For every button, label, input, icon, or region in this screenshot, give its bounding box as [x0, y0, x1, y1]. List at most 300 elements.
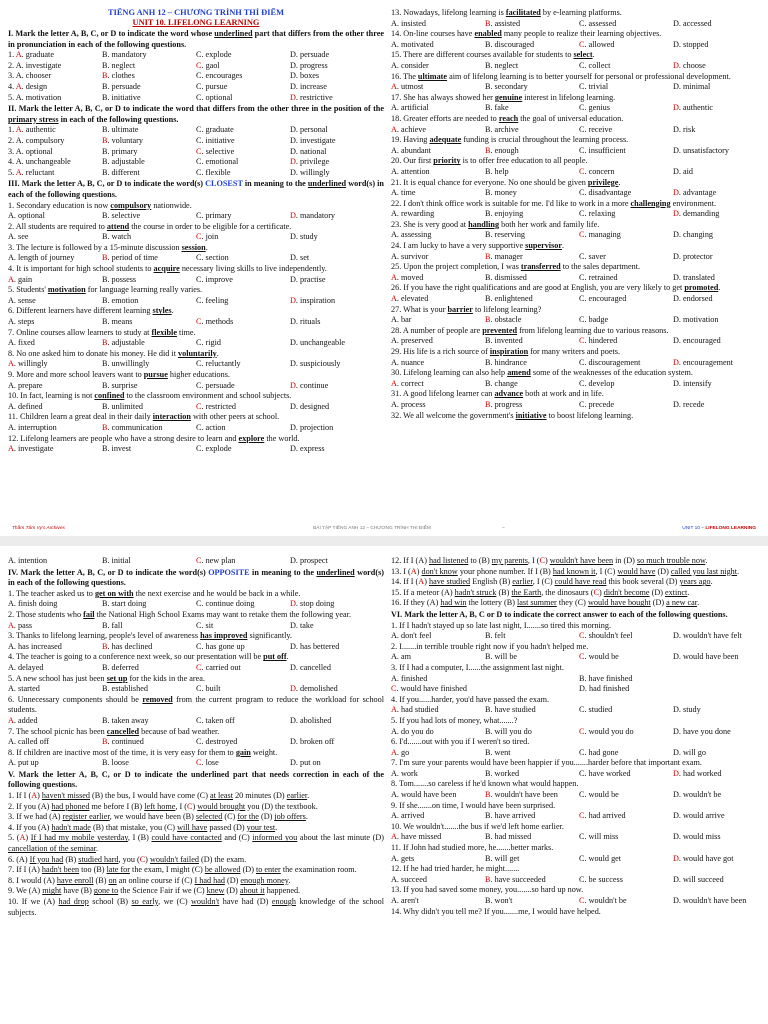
answer-key-letter: C — [579, 336, 585, 346]
section-instruction: IV. Mark the letter A, B, C, or D to indicate the word(s) OPPOSITE in meaning to the underlined word(s) in each of the following questions. — [8, 567, 384, 588]
answer-option: D. cancelled — [290, 662, 331, 672]
question-text: 7. The school picnic has been cancelled because of bad weather. — [8, 726, 220, 736]
answer-option: C. would you do — [579, 726, 634, 736]
answer-option: A. have missed — [391, 832, 442, 842]
answer-option: 3. A. chooser — [8, 71, 52, 81]
answer-key-letter: D — [290, 684, 296, 694]
answer-option: D. has bettered — [290, 641, 340, 651]
answer-options — [391, 61, 767, 72]
answer-option: C. selective — [196, 146, 235, 156]
answer-option: D. have you done — [673, 726, 731, 736]
answer-option: A. put up — [8, 758, 39, 768]
answer-key-letter: A — [8, 274, 14, 284]
answer-option: B. hindrance — [485, 357, 527, 367]
answer-option: D. wouldn't be — [673, 790, 722, 800]
answer-key-letter: B — [102, 253, 108, 263]
answer-option: A. willingly — [8, 359, 48, 369]
answer-option: C. hindered — [579, 336, 618, 346]
question-text: 6. (A) If you had (B) studied hard, you (C) wouldn't failed (D) the exam. — [8, 854, 247, 864]
answer-option: D. choose — [673, 60, 706, 70]
answer-option: B. will be — [485, 652, 518, 662]
answer-option: D. persuade — [290, 50, 330, 60]
answer-option: B. will you do — [485, 726, 532, 736]
answer-option: B. mandatory — [102, 50, 147, 60]
question-text: 21. It is equal chance for everyone. No one should be given privilege. — [391, 177, 621, 187]
answer-key-letter: A — [8, 620, 14, 630]
question-text: 15. If a meteor (A) hadn't struck (B) the Earth, the dinosaurs (C) didn't become (D) extinct. — [391, 587, 690, 597]
answer-option: B. felt — [485, 631, 506, 641]
answer-option: C. gaol — [196, 60, 220, 70]
answer-option: D. will succeed — [673, 874, 724, 884]
answer-option — [673, 674, 767, 685]
question-text: 14. On-line courses have enabled many people to realize their learning objectives. — [391, 29, 662, 39]
question-text: 8. If children are inactive most of the time, it is very easy for them to gain weight. — [8, 747, 278, 757]
answer-option: D. personal — [290, 125, 328, 135]
answer-option: B. enough — [485, 145, 519, 155]
answer-key-letter: A — [391, 832, 397, 842]
question-text: 24. I am lucky to have a very supportive supervisor. — [391, 241, 565, 251]
answer-option: A. process — [391, 399, 426, 409]
question-text: 4. If you......harder, you'd have passed the exam. — [391, 694, 550, 704]
answer-options — [8, 556, 384, 567]
answer-option: C. reluctantly — [196, 359, 241, 369]
answer-options — [8, 663, 384, 674]
answer-option: C. explode — [196, 50, 232, 60]
question-text: 6. I'd.......out with you if I weren't so tired. — [391, 737, 530, 747]
answer-option: C. trivial — [579, 82, 609, 92]
answer-option: D. demolished — [290, 684, 338, 694]
answer-options — [391, 146, 767, 157]
answer-options — [391, 705, 767, 716]
answer-option: D. protector — [673, 251, 713, 261]
answer-option: B. reserving — [485, 230, 526, 240]
answer-option: A. optional — [8, 211, 45, 221]
answer-option: D. recede — [673, 399, 705, 409]
page2-left-column — [8, 556, 384, 918]
answer-option: B. emotion — [102, 295, 139, 305]
question-text: 8. No one asked him to donate his money. He did it voluntarily. — [8, 348, 219, 358]
answer-key-letter: C — [579, 652, 585, 662]
answer-option: C. persuade — [196, 380, 235, 390]
answer-option: D. broken off — [290, 737, 335, 747]
question-text: 1. If I (A) haven't missed (B) the bus, I would have come (C) at least 20 minutes (D) earlier. — [8, 791, 310, 801]
answer-options — [391, 684, 767, 695]
question-text: 14. Why didn't you tell me? If you.......me, I would have helped. — [391, 906, 601, 916]
answer-option: D. had finished — [579, 684, 630, 694]
answer-option: B. discouraged — [485, 39, 535, 49]
question-text: 11. If John had studied more, he.......better marks. — [391, 843, 554, 853]
answer-option: D. inspiration — [290, 295, 336, 305]
answer-options — [391, 209, 767, 220]
answer-key-letter: A — [8, 359, 14, 369]
answer-option: B. progress — [485, 399, 523, 409]
question-text: 23. She is very good at handling both her work and family life. — [391, 219, 600, 229]
answer-option: 5. A. reluctant — [8, 167, 55, 177]
answer-key-letter: A — [15, 50, 22, 60]
answer-option: D. had worked — [673, 768, 722, 778]
footer-dash: – — [502, 525, 505, 531]
answer-option: A. rewarding — [391, 209, 435, 219]
answer-option: B. possess — [102, 274, 137, 284]
answer-option: B. secondary — [485, 82, 528, 92]
answer-key-letter: A — [391, 82, 397, 92]
answer-options — [391, 875, 767, 886]
question-text: 16. If they (A) had win the lottery (B) last summer they (C) would have bought (D) a new car. — [391, 598, 700, 608]
answer-option: D. national — [290, 146, 327, 156]
answer-option: B. deferred — [102, 662, 139, 672]
answer-option: D. study — [290, 232, 318, 242]
question-text: 26. If you have the right qualifications and are good at English, you are very likely to get promoted. — [391, 283, 721, 293]
answer-key-letter: B — [485, 251, 491, 261]
answer-option: B. different — [102, 167, 140, 177]
answer-option: A. correct — [391, 378, 424, 388]
answer-option: 4. A. design — [8, 81, 48, 91]
footer-author: Thầm Tâm Vy's Archives — [12, 525, 65, 531]
answer-option: D. wouldn't have felt — [673, 631, 742, 641]
answer-option: C. new plan — [196, 556, 236, 565]
answer-option: C. lose — [196, 758, 219, 768]
question-text: 19. Having adequate funding is crucial throughout the learning process. — [391, 135, 629, 145]
answer-key-letter: D — [290, 211, 296, 221]
answer-options — [391, 336, 767, 347]
question-text: 5. Students' motivation for language learning really varies. — [8, 285, 203, 295]
answer-option: D. will go — [673, 747, 706, 757]
answer-option: C. carried out — [196, 662, 241, 672]
answer-key-letter: C — [579, 726, 585, 736]
answer-option: A. started — [8, 684, 40, 694]
answer-option: A. motivated — [391, 39, 434, 49]
answer-options — [8, 642, 384, 653]
answer-options — [8, 716, 384, 727]
answer-key-letter: B — [485, 790, 491, 800]
answer-options — [8, 136, 384, 147]
answer-option — [485, 674, 579, 685]
answer-option: A. insisted — [391, 18, 427, 28]
answer-option: B. have studied — [485, 705, 536, 715]
answer-key-letter: A — [391, 124, 397, 134]
answer-option: D. increase — [290, 81, 327, 91]
answer-option: A. gain — [8, 274, 33, 284]
answer-option: A. called off — [8, 737, 49, 747]
question-text: 3. Thanks to lifelong learning, people's level of awareness has improved significantly. — [8, 631, 292, 641]
answer-options — [391, 82, 767, 93]
answer-option: B. neglect — [485, 60, 519, 70]
answer-key-letter: C — [391, 684, 397, 694]
worksheet-page-2 — [0, 546, 768, 1024]
question-text: 3. The lecture is followed by a 15-minute discussion session. — [8, 242, 208, 252]
section-instruction: III. Mark the letter A, B, C, or D to indicate the word(s) CLOSEST in meaning to the underlined word(s) in each of the following questions. — [8, 179, 384, 199]
answer-option: A. abundant — [391, 145, 432, 155]
answer-option: C. feeling — [196, 295, 229, 305]
page2-right-content — [391, 556, 767, 917]
answer-option: A. succeed — [391, 874, 427, 884]
answer-option: D. endorsed — [673, 294, 713, 304]
answer-option: C. be success — [579, 874, 623, 884]
answer-options — [8, 684, 384, 695]
answer-option: C. encourages — [196, 71, 243, 81]
answer-option: C. will miss — [579, 832, 619, 842]
answer-key-letter: B — [102, 71, 108, 81]
answer-option: B. archive — [485, 124, 519, 134]
answer-option: B. had missed — [485, 832, 532, 842]
answer-option: C. discouragement — [579, 357, 641, 367]
answer-option: C. had gone — [579, 747, 619, 757]
answer-key-letter: B — [485, 315, 491, 325]
answer-option: C. primary — [196, 211, 232, 221]
question-text: 5. (A) If I had my mobile yesterday, I (B) could have contacted and (C) informed you about the last minute (D) cancellation of the seminar. — [8, 833, 384, 854]
answer-option: D. rituals — [290, 317, 321, 327]
answer-option: C. had arrived — [579, 811, 626, 821]
answer-option: A. would have been — [391, 790, 457, 800]
answer-option: D. accessed — [673, 18, 712, 28]
answer-options — [8, 317, 384, 328]
document-title: TIẾNG ANH 12 – CHƯƠNG TRÌNH THÍ ĐIỂM — [108, 8, 284, 17]
answer-option: D. boxes — [290, 71, 320, 81]
answer-option: A. added — [8, 715, 38, 725]
question-text: 1. The teacher asked us to get on with the next exercise and he would be back in a while. — [8, 588, 301, 598]
answer-option: B. help — [485, 166, 509, 176]
answer-option: B. start doing — [102, 599, 147, 609]
answer-option: D. practise — [290, 274, 326, 284]
answer-option: A. fixed — [8, 338, 35, 348]
answer-option: A. has increased — [8, 641, 62, 651]
answer-option: C. saver — [579, 251, 606, 261]
answer-option: B. money — [485, 188, 517, 198]
answer-options — [391, 896, 767, 907]
answer-options — [8, 147, 384, 158]
question-text: 10. If we (A) had drop school (B) so early, we (C) wouldn't have had (D) enough knowledge of the school subjects. — [8, 897, 384, 917]
answer-option: B. communication — [102, 422, 163, 432]
answer-option: C. pursue — [196, 81, 228, 91]
answer-option: A. artificial — [391, 103, 429, 113]
answer-option: C. section — [196, 253, 229, 263]
answer-option: B. ultimate — [102, 125, 139, 135]
section-instruction: II. Mark the letter A, B, C, or D to indicate the word that differs from the other three in the position of the primary stress in each of the following questions. — [8, 104, 384, 124]
answer-option: B. initiative — [102, 92, 141, 102]
question-text: 4. The teacher is going to a conference next week, so our presentation will be put off. — [8, 652, 289, 662]
answer-option: A. interruption — [8, 422, 57, 432]
answer-option: D. risk — [673, 124, 696, 134]
answer-option — [485, 684, 579, 695]
answer-options — [8, 168, 384, 179]
answer-key-letter: D — [673, 209, 679, 219]
answer-option: D. take — [290, 620, 314, 630]
answer-option: A. aren't — [391, 896, 419, 905]
answer-option: D. stopped — [673, 39, 709, 49]
answer-option: B. persuade — [102, 81, 141, 91]
answer-option: C. improve — [196, 274, 233, 284]
answer-option: B. enlightened — [485, 294, 533, 304]
answer-option: D. willingly — [290, 167, 330, 177]
section-instruction: VI. Mark the letter A, B, C or D to indicate the correct answer to each of the following questions. — [391, 609, 728, 619]
answer-option: D. express — [290, 444, 325, 454]
question-text: 4. If you (A) hadn't made (B) that mistake, you (C) will have passed (D) your test. — [8, 822, 278, 832]
question-text: 16. The ultimate aim of lifelong learning is to better yourself for personal or professional development. — [391, 71, 731, 81]
answer-key-letter: B — [485, 874, 491, 884]
answer-options — [391, 727, 767, 738]
answer-key-letter: B — [102, 338, 108, 348]
question-text: 8. Tom.......so careless if he'd known what would happen. — [391, 779, 579, 789]
answer-option: B. neglect — [102, 60, 136, 70]
answer-option: A. pass — [8, 620, 33, 630]
answer-option: A. assessing — [391, 230, 432, 240]
answer-option: B. voluntary — [102, 135, 143, 145]
answer-option: C. retrained — [579, 272, 618, 282]
answer-key-letter: A — [8, 715, 14, 725]
answer-option: 1. A. graduate — [8, 50, 54, 60]
answer-option: B. surprise — [102, 380, 138, 390]
answer-option: C. relaxing — [579, 209, 616, 219]
question-text: 9. We (A) might have (B) gone to the Science Fair if we (C) knew (D) about it happened. — [8, 886, 301, 896]
answer-option: D. advantage — [673, 188, 717, 198]
answer-option: 2. A. compulsory — [8, 135, 65, 145]
question-text: 11. Children learn a great deal in their daily interaction with other peers at school. — [8, 412, 280, 422]
answer-option: C. flexible — [196, 167, 231, 177]
page1-left-column — [8, 8, 384, 455]
page1-right-content — [391, 8, 767, 421]
answer-option: D. progress — [290, 60, 328, 70]
answer-option: B. dismissed — [485, 272, 527, 282]
question-text: 10. We wouldn't.......the bus if we'd left home earlier. — [391, 821, 564, 831]
answer-option: D. would miss — [673, 832, 721, 842]
answer-option: B. established — [102, 684, 148, 694]
answer-key-letter: D — [673, 768, 679, 778]
answer-option: B. assisted — [485, 18, 521, 28]
question-text: 31. A good lifelong learner can advance both at work and in life. — [391, 389, 604, 399]
answer-options — [391, 230, 767, 241]
question-text: 7. Online courses allow learners to study at flexible time. — [8, 327, 196, 337]
answer-option: A. steps — [8, 317, 35, 327]
answer-option: B. loose — [102, 758, 129, 768]
answer-option: B. continued — [102, 737, 144, 747]
answer-options — [391, 652, 767, 663]
answer-option: B. watch — [102, 232, 132, 242]
answer-key-letter: D — [290, 92, 296, 102]
answer-option: C. precede — [579, 399, 615, 409]
question-text: 30. Lifelong learning can also help amend some of the weaknesses of the education system. — [391, 368, 693, 378]
question-text: 13. Nowadays, lifelong learning is facilitated by e-learning platforms. — [391, 8, 622, 17]
answer-option: D. encouragement — [673, 357, 734, 367]
answer-option: 3. A. optional — [8, 146, 53, 156]
answer-option: C. assessed — [579, 18, 617, 28]
answer-option: D. unsatisfactory — [673, 145, 729, 155]
answer-option: A. finish doing — [8, 599, 58, 609]
question-text: 14. If I (A) have studied English (B) earlier, I (C) could have read this book several (D) years ago. — [391, 577, 713, 587]
answer-option: C. initiative — [196, 135, 235, 145]
answer-options — [391, 125, 767, 136]
question-text: 28. A number of people are prevented from lifelong learning due to various reasons. — [391, 325, 669, 335]
answer-options — [8, 381, 384, 392]
answer-option: A. see — [8, 232, 29, 242]
question-text: 2. All students are required to attend the course in order to be eligible for a certificate. — [8, 221, 292, 231]
answer-option: 2. A. investigate — [8, 60, 62, 70]
answer-option: A. investigate — [8, 444, 54, 454]
answer-option: B. initial — [102, 556, 131, 565]
answer-option: C. restricted — [196, 401, 237, 411]
answer-key-letter: C — [579, 631, 585, 641]
answer-options — [391, 294, 767, 305]
answer-key-letter: C — [196, 662, 202, 672]
footer-course: BÀI TẬP TIẾNG ANH 12 – CHƯƠNG TRÌNH THÍ ĐIỂM — [313, 525, 431, 531]
question-text: 7. I'm sure your parents would have been happier if you.......harder before that important exam. — [391, 758, 702, 768]
answer-option: C. has gone up — [196, 641, 245, 651]
answer-option: D. would have been — [673, 652, 739, 662]
answer-options — [8, 61, 384, 72]
answer-option: D. mandatory — [290, 211, 336, 221]
answer-options — [8, 275, 384, 286]
answer-option: C. join — [196, 232, 219, 242]
answer-option: C. badge — [579, 315, 609, 325]
answer-key-letter: A — [391, 747, 397, 757]
question-text: 1. Secondary education is now compulsory nationwide. — [8, 200, 192, 210]
answer-key-letter: A — [391, 705, 397, 715]
answer-option: B. taken away — [102, 715, 149, 725]
question-text: 6. Different learners have different learning styles. — [8, 306, 174, 316]
answer-option: C. taken off — [196, 715, 235, 725]
answer-key-letter: B — [485, 18, 491, 28]
answer-option: A. intention — [8, 556, 48, 565]
section-instruction: I. Mark the letter A, B, C, or D to indicate the word whose underlined part that differs from the other three in pronunciation in each of the following questions. — [8, 29, 384, 49]
answer-option: B. fall — [102, 620, 123, 630]
answer-option: D. stop doing — [290, 599, 335, 609]
answer-options — [391, 358, 767, 369]
question-text: 5. If you had lots of money, what.......? — [391, 715, 518, 725]
answer-option: B. wouldn't have been — [485, 790, 558, 800]
answer-option: C. destroyed — [196, 737, 238, 747]
answer-option: A. elevated — [391, 294, 429, 304]
answer-option: C. shouldn't feel — [579, 631, 633, 641]
answer-option: A. attention — [391, 166, 430, 176]
question-text: 25. Upon the project completion, I was transferred to the sales department. — [391, 262, 641, 272]
answer-option: B. fake — [485, 103, 509, 113]
answer-options — [8, 402, 384, 413]
answer-key-letter: A — [391, 272, 397, 282]
answer-option: A. time — [391, 188, 416, 198]
answer-option: C. action — [196, 422, 226, 432]
answer-option: C. graduate — [196, 125, 234, 135]
answer-option: A. consider — [391, 60, 429, 70]
answer-option: D. suspiciously — [290, 359, 341, 369]
answer-options — [391, 252, 767, 263]
answer-key-letter: C — [196, 146, 202, 156]
answer-options — [8, 737, 384, 748]
answer-option: C. managing — [579, 230, 621, 240]
page2-left-content — [8, 556, 384, 918]
answer-key-letter: D — [290, 380, 296, 390]
answer-option: B. won't — [485, 896, 513, 905]
answer-options — [8, 621, 384, 632]
answer-option: D. encouraged — [673, 336, 721, 346]
answer-key-letter: C — [196, 60, 202, 70]
answer-key-letter: A — [391, 294, 397, 304]
answer-option: A. gets — [391, 853, 415, 863]
answer-option: D. study — [673, 705, 701, 715]
answer-option: D. minimal — [673, 82, 711, 92]
answer-options — [8, 232, 384, 243]
answer-option: D. changing — [673, 230, 714, 240]
answer-option: A. achieve — [391, 124, 427, 134]
question-text: 8. I would (A) have enroll (B) on an online course if (C) I had had (D) enough money. — [8, 875, 291, 885]
answer-option: B. worked — [485, 768, 520, 778]
answer-option: C. encouraged — [579, 294, 627, 304]
answer-option: D. continue — [290, 380, 329, 390]
question-text: 20. Our first priority is to offer free education to all people. — [391, 156, 588, 166]
answer-key-letter: B — [102, 737, 108, 747]
answer-option: B. period of time — [102, 253, 158, 263]
answer-option: D. investigate — [290, 135, 336, 145]
answer-option: B. clothes — [102, 71, 135, 81]
answer-key-letter: C — [579, 896, 585, 905]
